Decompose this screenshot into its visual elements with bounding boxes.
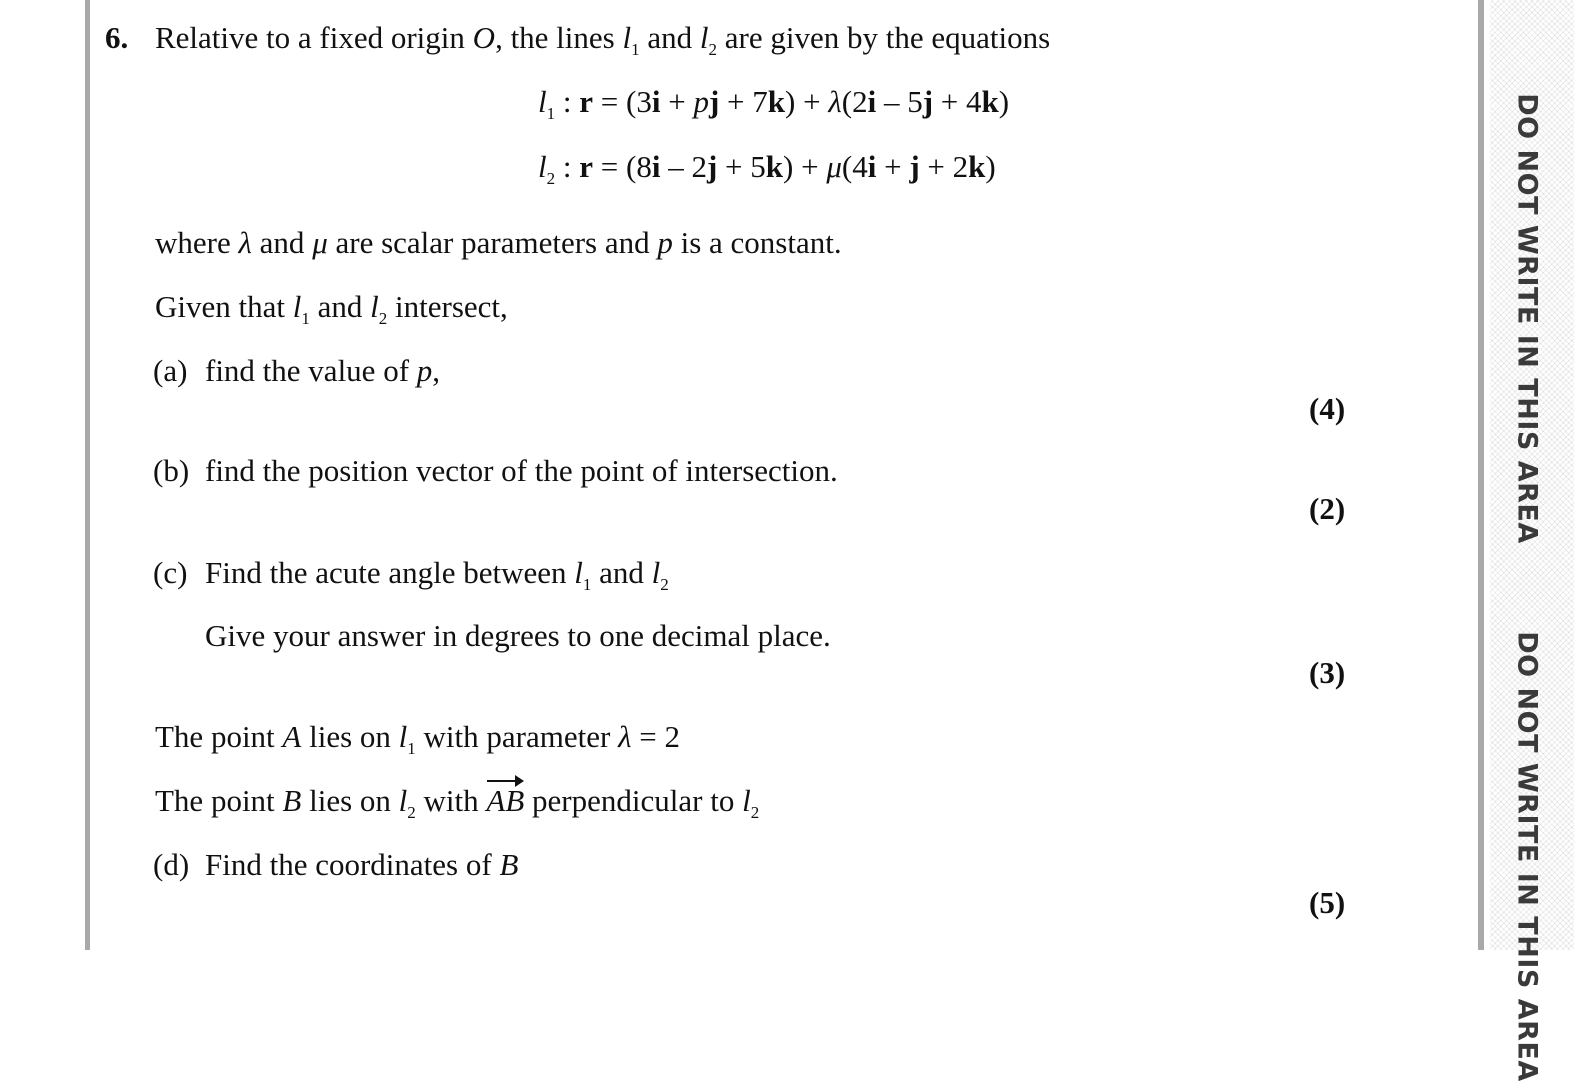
margin-warning-top: DO NOT WRITE IN THIS AREA [1511,93,1543,544]
part-b-marks: (2) [1309,491,1346,526]
part-b-label: (b) [153,453,190,488]
part-c-marks: (3) [1309,655,1346,690]
question-intro: Relative to a fixed origin O, the lines $l_1$ and $l_2$ are given by the equations [155,20,1051,59]
equation-line-1: $l_1$ : r = (3i + pj + 7k) + λ(2i – 5j + 4k) [538,84,1010,123]
vector-ab: AB [486,783,525,818]
point-a-statement: The point A lies on $l_1$ with parameter λ = 2 [155,719,680,758]
part-b: (b) find the position vector of the point of intersection. [153,453,838,488]
left-border-rule [85,0,90,950]
part-c: (c) Find the acute angle between $l_1$ and $l_2$ [153,555,669,594]
part-c-instruction: Give your answer in degrees to one decimal place. [205,618,831,653]
part-d-label: (d) [153,847,190,882]
equation-line-2: $l_2$ : r = (8i – 2j + 5k) + μ(4i + j + 2k) [538,149,996,188]
part-a: (a) find the value of p, [153,353,441,388]
part-d-marks: (5) [1309,885,1346,920]
question-number: 6. [105,20,129,55]
margin-warning-bottom: DO NOT WRITE IN THIS AREA [1511,631,1543,1082]
point-b-statement: The point B lies on $l_2$ with AB perpendicular to $l_2$ [155,783,760,822]
given-statement: Given that $l_1$ and $l_2$ intersect, [155,289,508,328]
part-d: (d) Find the coordinates of B [153,847,519,882]
right-border-rule [1478,0,1484,950]
where-statement: where λ and μ are scalar parameters and p is a constant. [155,225,842,260]
part-c-label: (c) [153,555,188,590]
part-a-label: (a) [153,353,188,388]
part-a-marks: (4) [1309,391,1346,426]
